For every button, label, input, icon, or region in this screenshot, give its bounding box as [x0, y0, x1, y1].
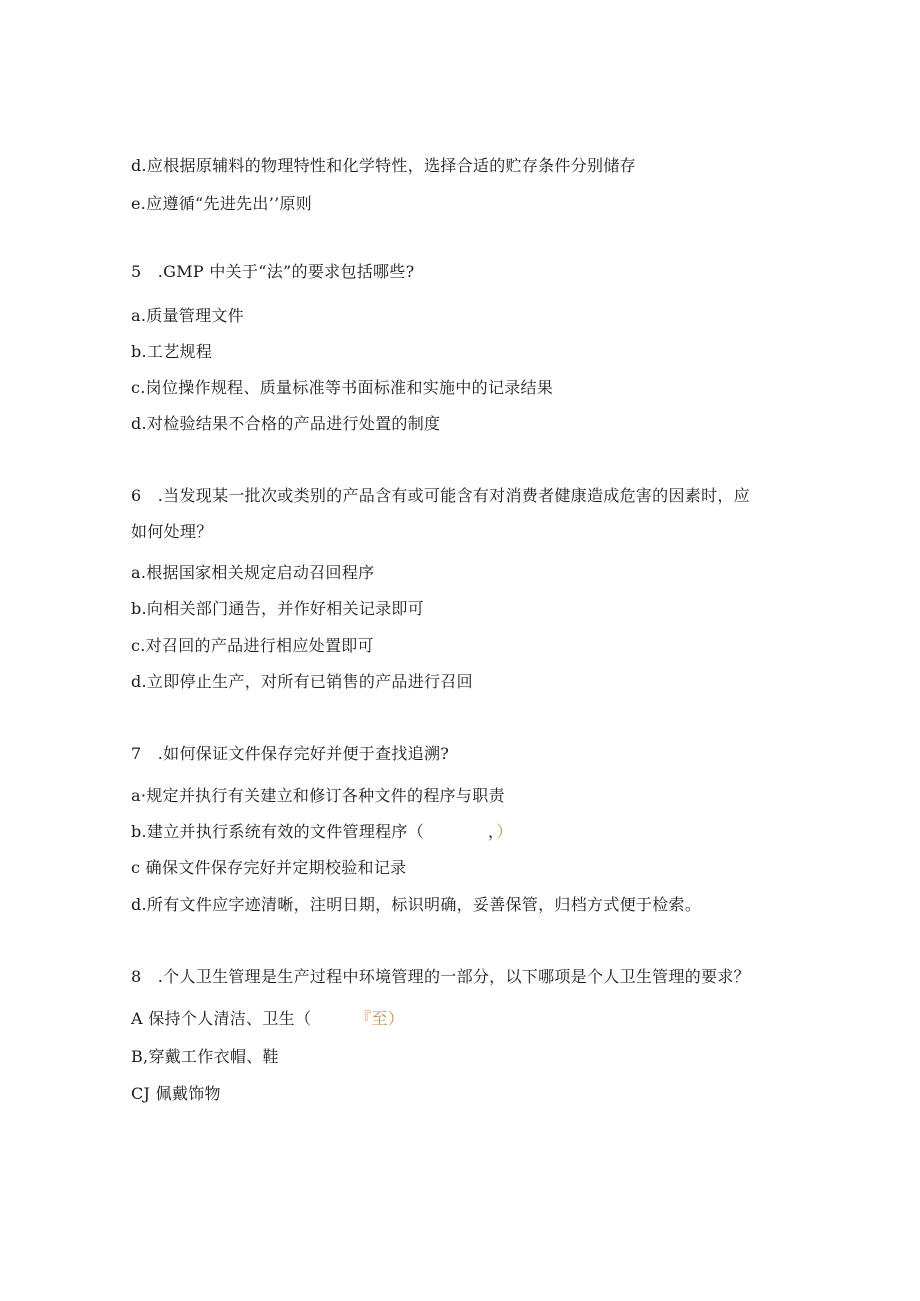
q6-option-a: a.根据国家相关规定启动召回程序: [131, 563, 375, 582]
q7-question: 7 .如何保证文件保存完好并便于查找追溯?: [131, 744, 450, 763]
q8-option-b: B,穿戴工作衣帽、鞋: [131, 1047, 279, 1066]
q5-option-d: d.对检验结果不合格的产品进行处置的制度: [131, 414, 441, 433]
q4-option-d: d.应根据原辅料的物理特性和化学特性，选择合适的贮存条件分别储存: [131, 156, 636, 175]
q5-question: 5 .GMP 中关于“法”的要求包括哪些?: [131, 262, 415, 281]
q5-option-c: c.岗位操作规程、质量标准等书面标准和实施中的记录结果: [131, 378, 554, 397]
q7-option-b: [131, 822, 513, 842]
q6-option-d: d.立即停止生产，对所有已销售的产品进行召回: [131, 672, 473, 691]
q7-option-a: a·规定并执行有关建立和修订各种文件的程序与职责: [131, 786, 505, 805]
q5-option-b: b.工艺规程: [131, 342, 213, 361]
q4-option-e: e.应遵循“先进先出’’原则: [131, 194, 313, 213]
q8-option-c: CJ 佩戴饰物: [131, 1084, 221, 1103]
q7-option-b-close: ）: [496, 822, 513, 841]
q8-option-a-mark: 『至）: [355, 1009, 405, 1028]
q7-option-d: d.所有文件应字迹清晰，注明日期，标识明确，妥善保管，归档方式便于检索。: [131, 895, 702, 914]
q5-option-a: a.质量管理文件: [131, 306, 245, 325]
q8-option-a: [131, 1009, 404, 1029]
q7-option-b-mark: ，: [488, 822, 497, 841]
q7-option-c: c 确保文件保存完好并定期校验和记录: [131, 858, 407, 877]
q6-option-c: c.对召回的产品进行相应处置即可: [131, 636, 374, 655]
q8-option-a-text: A 保持个人清洁、卫生（: [131, 1009, 312, 1028]
q8-question: 8 .个人卫生管理是生产过程中环境管理的一部分，以下哪项是个人卫生管理的要求？: [131, 967, 750, 986]
q6-option-b: b.向相关部门通告，并作好相关记录即可: [131, 599, 425, 618]
q6-question-line1: 6 .当发现某一批次或类别的产品含有或可能含有对消费者健康造成危害的因素时，应: [131, 486, 750, 505]
q7-option-b-text: b.建立并执行系统有效的文件管理程序（: [131, 822, 425, 841]
q6-question-line2: 如何处理？: [131, 522, 213, 541]
